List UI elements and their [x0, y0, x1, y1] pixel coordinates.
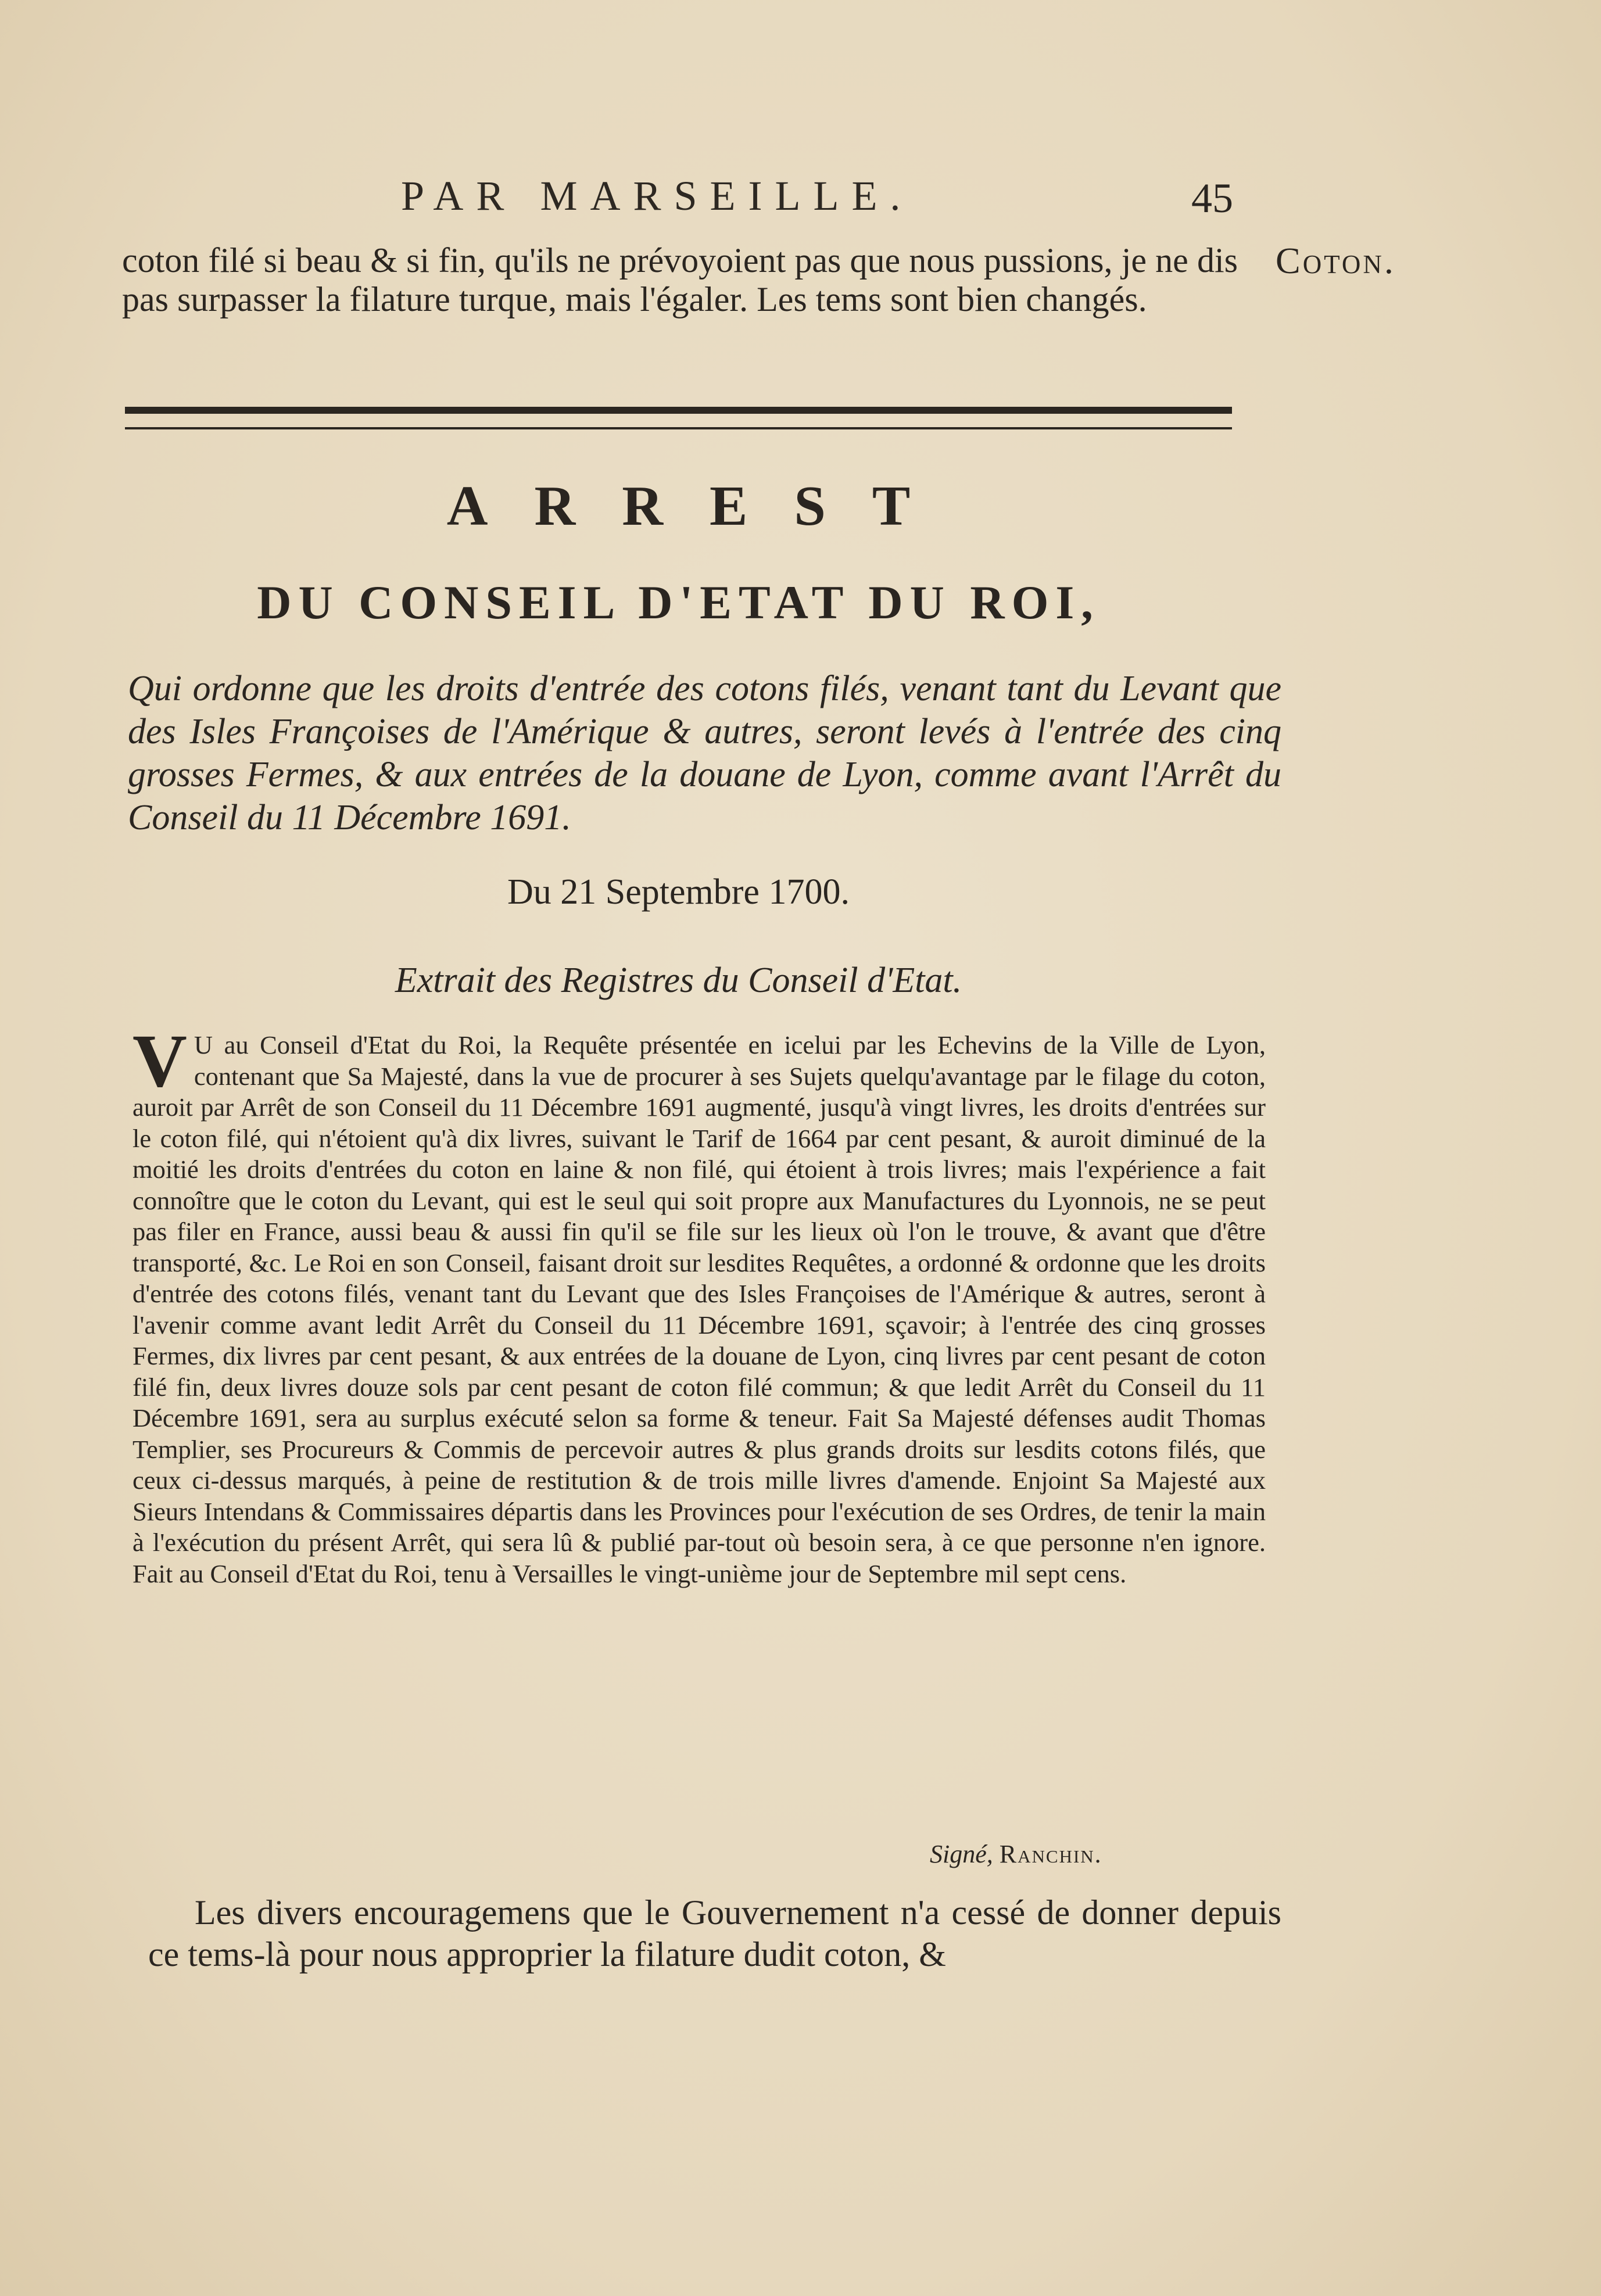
signature-prefix: Signé, [930, 1840, 993, 1868]
signature-name: Ranchin. [999, 1840, 1102, 1868]
margin-note: Coton. [1276, 240, 1396, 281]
arrest-title: ARREST [446, 475, 957, 538]
signature [930, 1839, 1278, 1869]
running-head-title: PAR MARSEILLE. [401, 173, 914, 219]
arrest-summary: Qui ordonne que les droits d'entrée des cotons filés, venant tant du Levant que des Isles Françoises de l'Amérique & autres, seront levés à l'entrée des cinq grosses Fermes, & aux entrées de la douane de Lyon, comme avant l'Arrêt du Conseil du 11 Décembre 1691. [128, 669, 1281, 837]
decorative-rule-thick [125, 407, 1232, 414]
decorative-rule-thin [125, 427, 1232, 429]
decree-text: U au Conseil d'Etat du Roi, la Requête présentée en icelui par les Echevins de la Ville de Lyon, contenant que Sa Majesté, dans la vue de procurer à ses Sujets quelqu'avantage par le filage du coton, auroit par Arrêt de son Conseil du 11 Décembre 1691 augmenté, jusqu'à vingt livres, les droits d'entrées sur le coton filé, qui n'étoient qu'à dix livres, suivant le Tarif de 1664 par cent pesant, & auroit diminué de la moitié les droits d'entrées du coton en laine & non filé, qui étoient à trois livres; mais l'expérience a fait connoître que le coton du Levant, qui est le seul qui soit propre aux Manufactures du Lyonnois, ne se peut pas filer en France, aussi beau & aussi fin qu'il se file sur les lieux où l'on le trouve, & avant que d'être transporté, &c. Le Roi en son Conseil, faisant droit sur lesdites Requêtes, a ordonné & ordonne que les droits d'entrée des cotons filés, venant tant du Levant que des Isles Françoises de l'Amérique & autres, seront à l'avenir comme avant ledit Arrêt du Conseil du 11 Décembre 1691, sçavoir; à l'entrée des cinq grosses Fermes, dix livres par cent pesant, & aux entrées de la douane de Lyon, cinq livres par cent pesant de coton filé fin, deux livres douze sols par cent pesant de coton filé commun; & que ledit Arrêt du Conseil du 11 Décembre 1691, sera au surplus exécuté selon sa forme & teneur. Fait Sa Majesté défenses audit Thomas Templier, ses Procureurs & Commis de percevoir autres & plus grands droits sur lesdits cotons filés, que ceux ci-dessus marqués, à peine de restitution & de trois mille livres d'amende. Enjoint Sa Majesté aux Sieurs Intendans & Commissaires départis dans les Provinces pour l'exécution de ses Ordres, de tenir la main à l'exécution du présent Arrêt, qui sera lû & publié par-tout où besoin sera, à ce que personne n'en ignore. Fait au Conseil d'Etat du Roi, tenu à Versailles le vingt-unième jour de Septembre mil sept cens. [132, 1030, 1266, 1588]
continuation-paragraph: Les divers encouragemens que le Gouvernement n'a cessé de donner depuis ce tems-là pour nous approprier la filature dudit coton, & [148, 1893, 1281, 1973]
arrest-date: Du 21 Septembre 1700. [507, 872, 850, 912]
drop-cap: V [132, 1019, 187, 1103]
extract-heading: Extrait des Registres du Conseil d'Etat. [395, 961, 962, 1000]
arrest-subtitle: DU CONSEIL D'ETAT DU ROI, [257, 576, 1100, 629]
page-number: 45 [1191, 175, 1233, 221]
carry-over-paragraph: coton filé si beau & si fin, qu'ils ne prévoyoient pas que nous pussions, je ne dis pas surpasser la filature turque, mais l'égaler. Les tems sont bien changés. [122, 241, 1238, 318]
decree-paragraph [132, 1019, 1266, 1589]
